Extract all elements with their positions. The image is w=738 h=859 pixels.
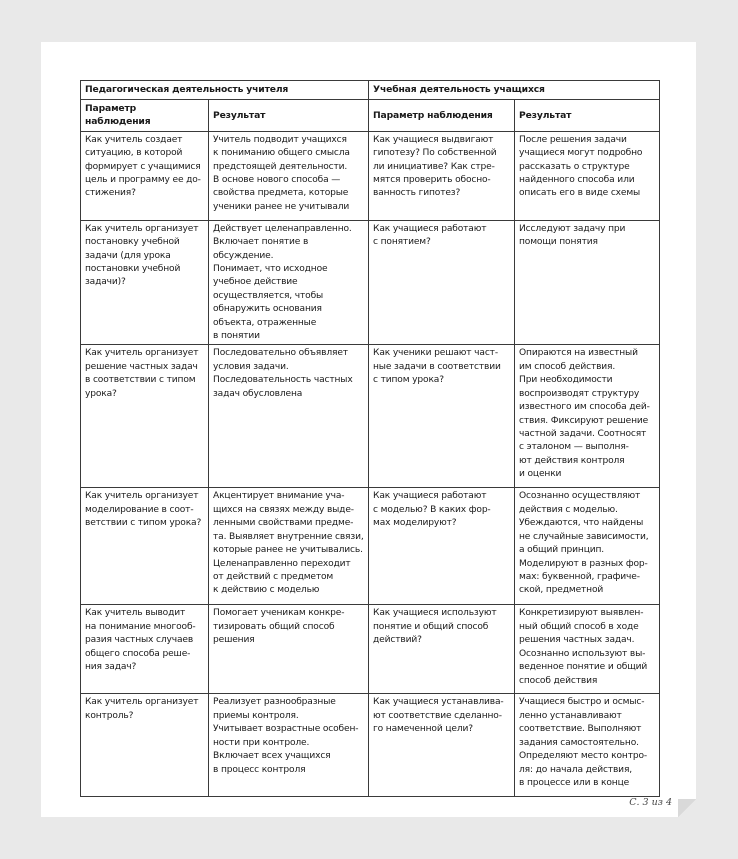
- student-parameter-cell: Как учащиеся выдвигают гипотезу? По собственной ли инициативе? Как стре- мятся проверить обосно- ванность гипотез?: [369, 131, 515, 220]
- student-result-cell: Исследуют задачу при помощи понятия: [515, 220, 660, 345]
- student-result-cell: Учащиеся быстро и осмыс- ленно устанавливают соответствие. Выполняют задания самостоятельно. Определяют место контро- ля: до начала действия, в процессе или в конце: [515, 694, 660, 797]
- student-result-cell: Опираются на известный им способ действия. При необходимости воспроизводят структуру известного им способа дей- ствия. Фиксируют решение частной задачи. Соотносят с эталоном — выполня- ют действия контроля и оценки: [515, 345, 660, 488]
- teacher-result-cell: Акцентирует внимание уча- щихся на связях между выде- ленными свойствами предме- та. Выявляет внутренние связи, которые ранее не учитывались. Целенаправленно переходит от действий с предметом к действию с моделью: [209, 488, 369, 605]
- header-student-activity: Учебная деятельность учащихся: [369, 81, 660, 100]
- teacher-result-cell: Последовательно объявляет условия задачи. Последовательность частных задач обусловлена: [209, 345, 369, 488]
- teacher-parameter-cell: Как учитель организует контроль?: [81, 694, 209, 797]
- table-row: [81, 220, 660, 345]
- header-teacher-activity: Педагогическая деятельность учителя: [81, 81, 369, 100]
- student-parameter-cell: Как учащиеся работают с моделью? В каких фор- мах моделируют?: [369, 488, 515, 605]
- table-row: [81, 345, 660, 488]
- observation-table: [80, 80, 660, 797]
- teacher-result-cell: Учитель подводит учащихся к пониманию общего смысла предстоящей деятельности. В основе нового способа — свойства предмета, которые ученики ранее не учитывали: [209, 131, 369, 220]
- teacher-result-cell: Действует целенаправленно. Включает понятие в обсуждение. Понимает, что исходное учебное действие осуществляется, чтобы обнаружить основания объекта, отраженные в понятии: [209, 220, 369, 345]
- page-number: С. 3 из 4: [629, 797, 672, 808]
- table-row: [81, 694, 660, 797]
- teacher-parameter-cell: Как учитель создает ситуацию, в которой формирует с учащимися цель и программу ее до- стижения?: [81, 131, 209, 220]
- teacher-result-cell: Реализует разнообразные приемы контроля. Учитывает возрастные особен- ности при контроле. Включает всех учащихся в процесс контроля: [209, 694, 369, 797]
- page-curl-corner: [678, 799, 696, 817]
- student-result-cell: Конкретизируют выявлен- ный общий способ в ходе решения частных задач. Осознанно используют вы- веденное понятие и общий способ действия: [515, 605, 660, 694]
- student-parameter-cell: Как учащиеся устанавлива- ют соответствие сделанно- го намеченной цели?: [369, 694, 515, 797]
- student-result-cell: После решения задачи учащиеся могут подробно рассказать о структуре найденного способа или описать его в виде схемы: [515, 131, 660, 220]
- student-result-cell: Осознанно осуществляют действия с моделью. Убеждаются, что найдены не случайные зависимости, а общий принцип. Моделируют в разных фор- мах: буквенной, графиче- ской, предметной: [515, 488, 660, 605]
- subheader-param-teacher: Параметр наблюдения: [81, 100, 209, 132]
- subheader-result-teacher: Результат: [209, 100, 369, 132]
- table-row: [81, 488, 660, 605]
- teacher-result-cell: Помогает ученикам конкре- тизировать общий способ решения: [209, 605, 369, 694]
- teacher-parameter-cell: Как учитель организует моделирование в соот- ветствии с типом урока?: [81, 488, 209, 605]
- teacher-parameter-cell: Как учитель организует решение частных задач в соответствии с типом урока?: [81, 345, 209, 488]
- student-parameter-cell: Как ученики решают част- ные задачи в соответствии с типом урока?: [369, 345, 515, 488]
- student-parameter-cell: Как учащиеся работают с понятием?: [369, 220, 515, 345]
- teacher-parameter-cell: Как учитель выводит на понимание многооб- разия частных случаев общего способа реше- ния задач?: [81, 605, 209, 694]
- table-row: [81, 131, 660, 220]
- student-parameter-cell: Как учащиеся используют понятие и общий способ действий?: [369, 605, 515, 694]
- table-header-row: [81, 81, 660, 100]
- subheader-result-student: Результат: [515, 100, 660, 132]
- teacher-parameter-cell: Как учитель организует постановку учебной задачи (для урока постановки учебной задачи)?: [81, 220, 209, 345]
- subheader-param-student: Параметр наблюдения: [369, 100, 515, 132]
- table-subheader-row: [81, 100, 660, 132]
- table-row: [81, 605, 660, 694]
